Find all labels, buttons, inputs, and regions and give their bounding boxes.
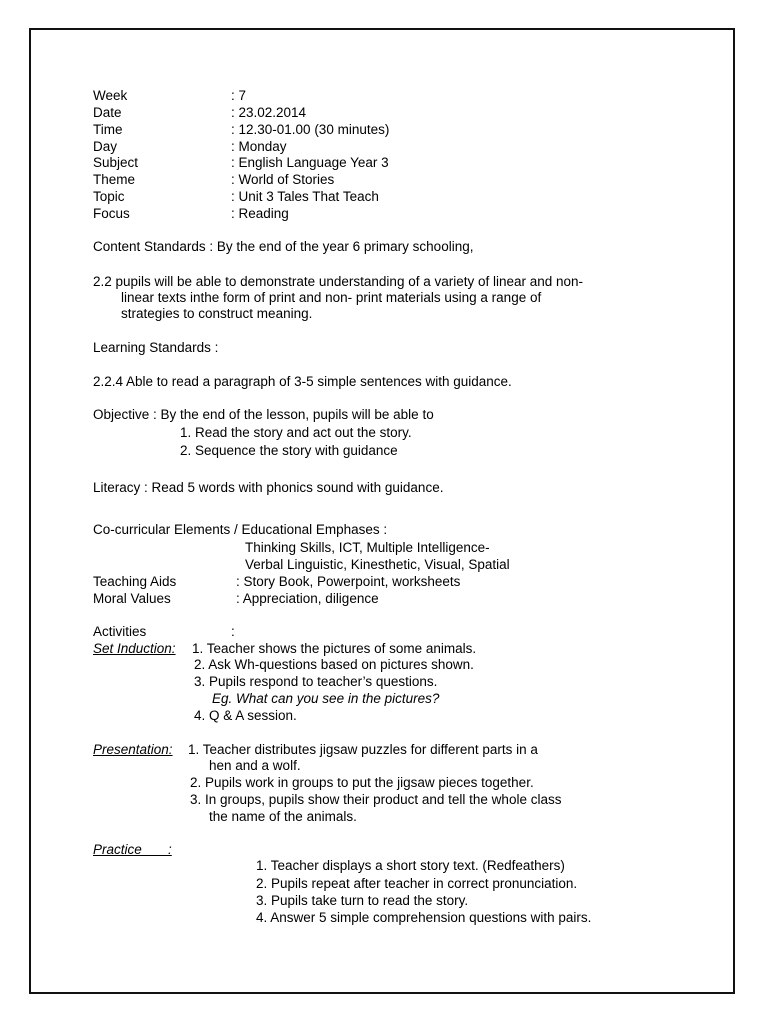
theme-label: Theme [93, 172, 136, 187]
content-standards-para-2: linear texts inthe form of print and non- print materials using a range of [121, 290, 542, 305]
presentation-item: 1. Teacher distributes jigsaw puzzles for different parts in a [188, 742, 538, 757]
practice-item: 2. Pupils repeat after teacher in correct pronunciation. [256, 876, 578, 891]
activities-label: Activities [93, 624, 147, 639]
set-induction-example: Eg. What can you see in the pictures? [212, 691, 440, 706]
week-label: Week [93, 88, 128, 103]
moral-values-label: Moral Values [93, 591, 171, 606]
day-value: : Monday [231, 139, 287, 154]
presentation-item-cont: the name of the animals. [209, 809, 357, 824]
focus-value: : Reading [231, 206, 289, 221]
content-standards: Content Standards : By the end of the year 6 primary schooling, [93, 239, 474, 254]
literacy: Literacy : Read 5 words with phonics sound with guidance. [93, 480, 444, 495]
focus-label: Focus [93, 206, 130, 221]
set-induction-item: 4. Q & A session. [194, 708, 297, 723]
date-label: Date [93, 105, 122, 120]
topic-value: : Unit 3 Tales That Teach [231, 189, 379, 204]
learning-standards-item: 2.2.4 Able to read a paragraph of 3-5 simple sentences with guidance. [93, 374, 512, 389]
teaching-aids-value: : Story Book, Powerpoint, worksheets [236, 574, 461, 589]
content-standards-para-3: strategies to construct meaning. [121, 306, 313, 321]
activities-colon: : [231, 624, 235, 639]
theme-value: : World of Stories [231, 172, 335, 187]
subject-label: Subject [93, 155, 139, 170]
subject-value: : English Language Year 3 [231, 155, 389, 170]
time-value: : 12.30-01.00 (30 minutes) [231, 122, 390, 137]
set-induction-item: 3. Pupils respond to teacher’s questions. [194, 674, 438, 689]
practice-label: Practice : [93, 842, 172, 857]
presentation-item: 3. In groups, pupils show their product and tell the whole class [190, 792, 562, 807]
presentation-item: 2. Pupils work in groups to put the jigsaw pieces together. [190, 775, 534, 790]
presentation-label: Presentation: [93, 742, 173, 757]
set-induction-label: Set Induction: [93, 641, 176, 656]
set-induction-item: 2. Ask Wh-questions based on pictures shown. [194, 657, 474, 672]
set-induction-item: 1. Teacher shows the pictures of some animals. [192, 641, 477, 656]
topic-label: Topic [93, 189, 125, 204]
cocurricular-label: Co-curricular Elements / Educational Emphases : [93, 522, 388, 537]
teaching-aids-label: Teaching Aids [93, 574, 177, 589]
presentation-item-cont: hen and a wolf. [209, 758, 301, 773]
cocurricular-line-2: Verbal Linguistic, Kinesthetic, Visual, Spatial [245, 557, 510, 572]
date-value: : 23.02.2014 [231, 105, 307, 120]
learning-standards-label: Learning Standards : [93, 340, 219, 355]
practice-item: 4. Answer 5 simple comprehension questions with pairs. [256, 910, 592, 925]
cocurricular-line-1: Thinking Skills, ICT, Multiple Intelligence- [245, 540, 490, 555]
day-label: Day [93, 139, 118, 154]
week-value: : 7 [231, 88, 247, 103]
content-standards-para-1: 2.2 pupils will be able to demonstrate understanding of a variety of linear and non- [93, 274, 584, 289]
moral-values-value: : Appreciation, diligence [236, 591, 379, 606]
objective-item: 1. Read the story and act out the story. [180, 425, 412, 440]
practice-item: 3. Pupils take turn to read the story. [256, 893, 469, 908]
objective-line: Objective : By the end of the lesson, pupils will be able to [93, 407, 434, 422]
objective-item: 2. Sequence the story with guidance [180, 443, 398, 458]
time-label: Time [93, 122, 123, 137]
practice-item: 1. Teacher displays a short story text. (Redfeathers) [256, 858, 565, 873]
